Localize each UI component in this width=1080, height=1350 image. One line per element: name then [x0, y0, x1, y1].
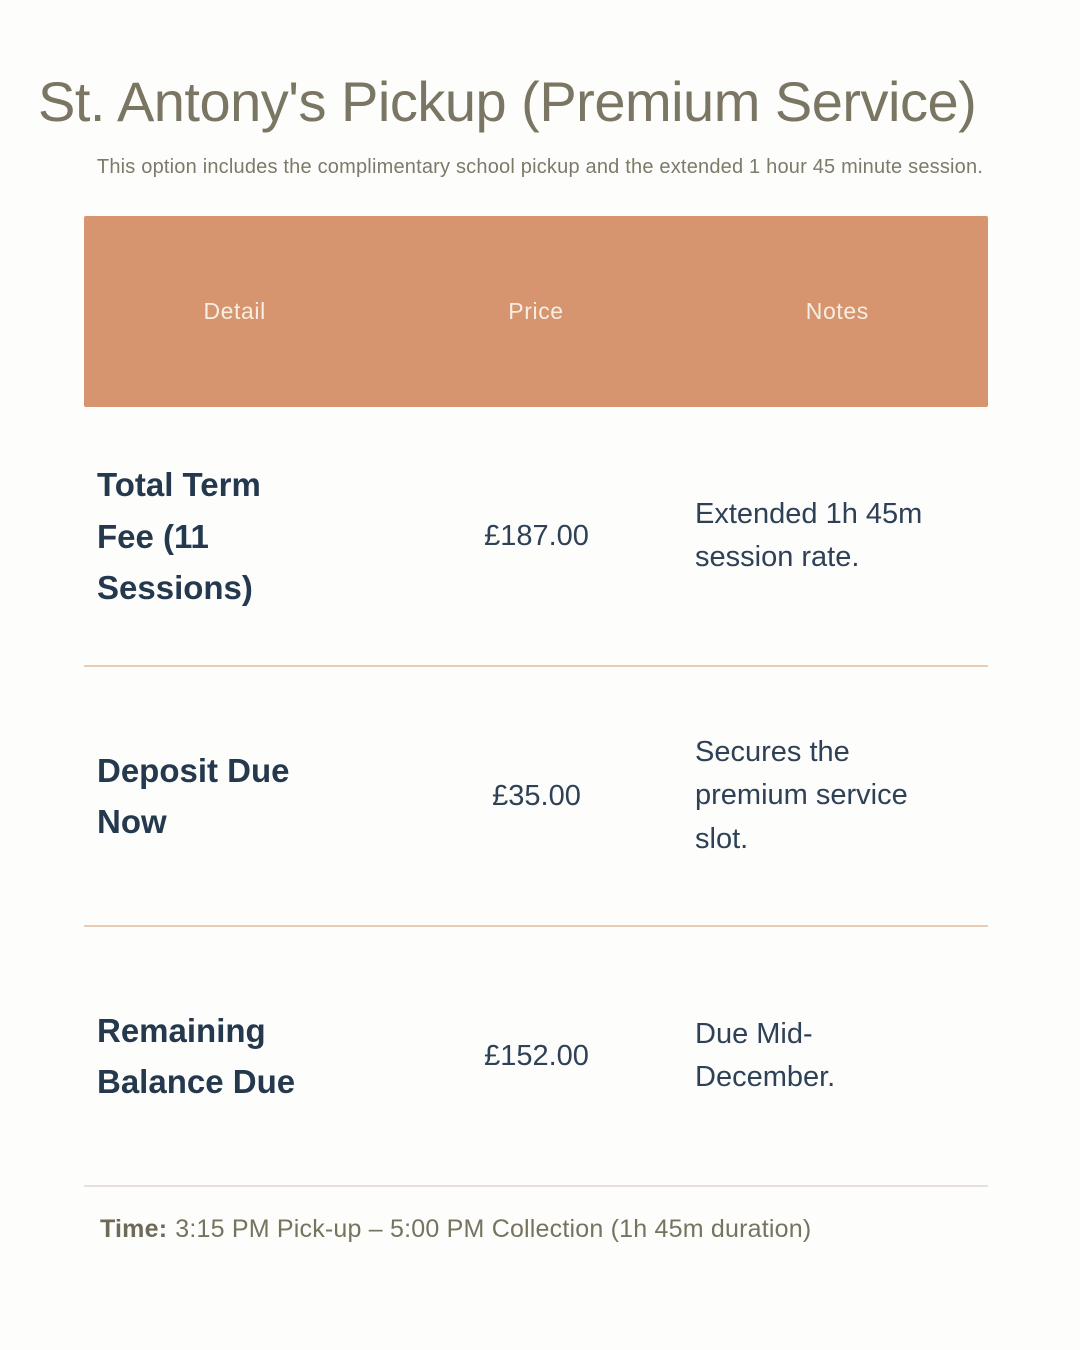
table-header-row: [84, 216, 988, 407]
page-title: St. Antony's Pickup (Premium Service): [38, 70, 977, 133]
time-footer: [100, 1215, 1080, 1244]
detail-cell: Deposit Due Now: [97, 752, 290, 841]
column-header-detail: Detail: [203, 298, 266, 325]
table-row-remaining-balance: [84, 927, 988, 1187]
price-cell: £187.00: [484, 519, 589, 552]
column-header-price: Price: [508, 298, 564, 325]
time-value: 3:15 PM Pick-up – 5:00 PM Collection (1h 45m duration): [175, 1215, 812, 1244]
notes-cell: Due Mid-December.: [695, 1017, 836, 1094]
notes-cell: Extended 1h 45m session rate.: [695, 497, 923, 574]
page: [0, 68, 1080, 1350]
column-header-notes: Notes: [805, 298, 869, 325]
table-row-deposit-due: [84, 667, 988, 927]
pricing-table: [84, 216, 988, 1187]
price-cell: £152.00: [484, 1039, 589, 1072]
detail-cell: Remaining Balance Due: [97, 1012, 296, 1101]
page-subtitle: This option includes the complimentary school pickup and the extended 1 hour 45 minute session.: [96, 156, 984, 179]
price-cell: £35.00: [492, 779, 581, 812]
time-label: Time:: [100, 1215, 168, 1244]
table-row-total-term-fee: [84, 407, 988, 667]
notes-cell: Secures the premium service slot.: [695, 735, 908, 855]
detail-cell: Total Term Fee (11 Sessions): [97, 466, 261, 606]
